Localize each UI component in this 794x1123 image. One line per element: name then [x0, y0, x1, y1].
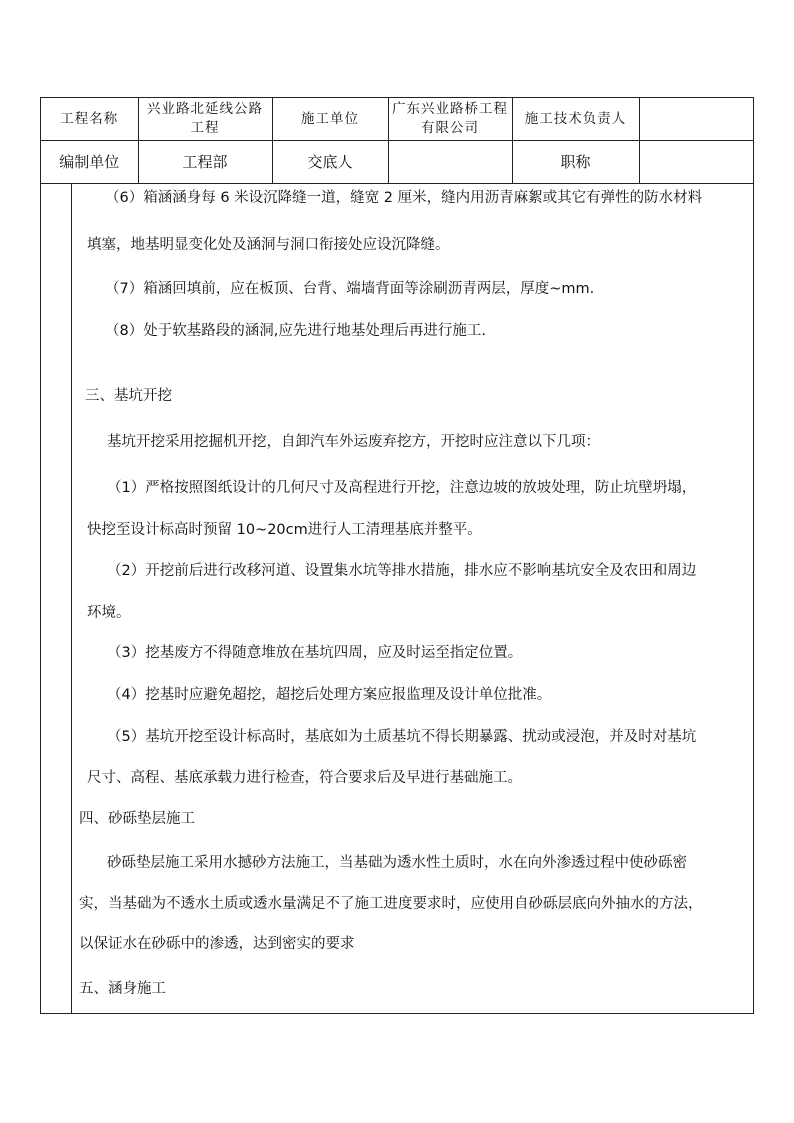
section-3-title: 三、基坑开挖 — [85, 388, 172, 404]
section-4-title: 四、砂砾垫层施工 — [79, 811, 195, 827]
compile-unit-value: 工程部 — [138, 141, 272, 184]
item-6-line-2: 填塞，地基明显变化处及涵洞与洞口衔接处应设沉降缝。 — [87, 237, 450, 253]
section-3-intro: 基坑开挖采用挖掘机开挖，自卸汽车外运废弃挖方，开挖时应注意以下几项： — [107, 434, 600, 450]
section-4-line-2: 实，当基础为不透水土质或透水量满足不了施工进度要求时，应使用自砂砾层底向外抽水的方法， — [79, 896, 703, 912]
section-3-item-1-line-2: 快挖至设计标高时预留 10~20cm进行人工清理基底并整平。 — [87, 522, 482, 538]
compile-unit-label: 编制单位 — [41, 141, 138, 184]
section-3-item-4: （4）挖基时应避免超挖，超挖后处理方案应报监理及设计单位批准。 — [107, 687, 552, 703]
section-3-item-5-line-2: 尺寸、高程、基底承载力进行检查，符合要求后及早进行基础施工。 — [87, 770, 522, 786]
section-3-item-2-line-2: 环境。 — [87, 605, 131, 621]
section-3-item-3: （3）挖基废方不得随意堆放在基坑四周，应及时运至指定位置。 — [107, 645, 523, 661]
tech-lead-label: 施工技术负责人 — [512, 98, 639, 141]
tech-lead-value — [639, 98, 754, 141]
margin-rule — [71, 183, 72, 1013]
header-row-1 — [41, 98, 754, 141]
handover-person-value — [388, 141, 512, 184]
handover-person-label: 交底人 — [272, 141, 388, 184]
section-4-line-3: 以保证水在砂砾中的渗透，达到密实的要求 — [79, 936, 355, 952]
section-3-item-5-line-1: （5）基坑开挖至设计标高时，基底如为土质基坑不得长期暴露、扰动或浸泡，并及时对基坑 — [107, 729, 697, 745]
item-8: （8）处于软基路段的涵洞,应先进行地基处理后再进行施工. — [105, 323, 486, 339]
section-3-item-1-line-1: （1）严格按照图纸设计的几何尺寸及高程进行开挖，注意边坡的放坡处理，防止坑壁坍塌， — [107, 480, 697, 496]
project-name-value: 兴业路北延线公路工程 — [138, 98, 272, 141]
header-table — [41, 98, 754, 184]
item-6-line-1: （6）箱涵涵身每 6 米设沉降缝一道，缝宽 2 厘米，缝内用沥青麻絮或其它有弹性的防水材料 — [105, 190, 703, 206]
job-title-value — [639, 141, 754, 184]
section-5-title: 五、涵身施工 — [79, 981, 166, 997]
job-title-label: 职称 — [512, 141, 639, 184]
header-row-2 — [41, 141, 754, 184]
handover-sheet — [40, 97, 754, 1014]
item-7: （7）箱涵回填前，应在板顶、台背、端墙背面等涂刷沥青两层，厚度~mm. — [105, 281, 595, 297]
construction-unit-label: 施工单位 — [272, 98, 388, 141]
project-name-label: 工程名称 — [41, 98, 138, 141]
construction-unit-value: 广东兴业路桥工程有限公司 — [388, 98, 512, 141]
section-3-item-2-line-1: （2）开挖前后进行改移河道、设置集水坑等排水措施，排水应不影响基坑安全及农田和周边 — [107, 563, 697, 579]
section-4-line-1: 砂砾垫层施工采用水撼砂方法施工，当基础为透水性土质时，水在向外渗透过程中使砂砾密 — [107, 855, 687, 871]
